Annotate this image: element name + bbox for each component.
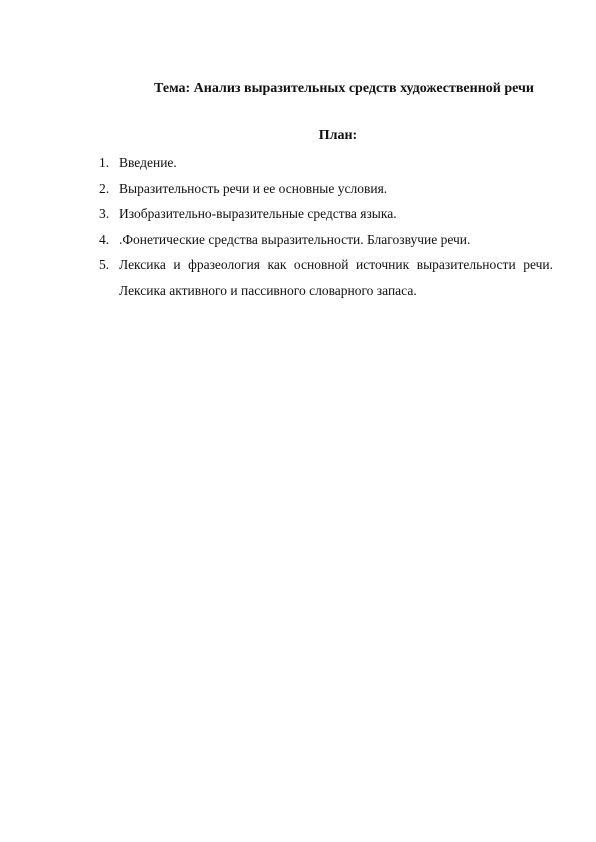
plan-item-2 [99,176,553,202]
plan-list [99,150,553,303]
plan-item-text: Введение. [119,155,177,170]
plan-heading: План: [318,128,358,143]
plan-item-text: Изобразительно-выразительные средства языка. [119,206,397,221]
plan-item-4 [99,227,553,253]
plan-item-number: 2. [99,180,110,196]
plan-item-5 [99,252,553,303]
plan-item-text: Лексика и фразеология как основной источник выразительности речи. Лексика активного и пассивного словарного запаса. [119,257,553,298]
plan-item-number: 3. [99,206,110,221]
plan-item-number: 5. [99,257,110,272]
plan-item-text: Выразительность речи и ее основные условия. [119,180,388,196]
plan-item-number: 1. [99,155,110,170]
plan-item-text: .Фонетические средства выразительности. Благозвучие речи. [119,231,471,247]
document-title: Тема: Анализ выразительных средств художественной речи [154,81,534,96]
plan-item-1 [99,150,553,176]
plan-item-3 [99,201,553,227]
plan-item-number: 4. [99,231,110,247]
